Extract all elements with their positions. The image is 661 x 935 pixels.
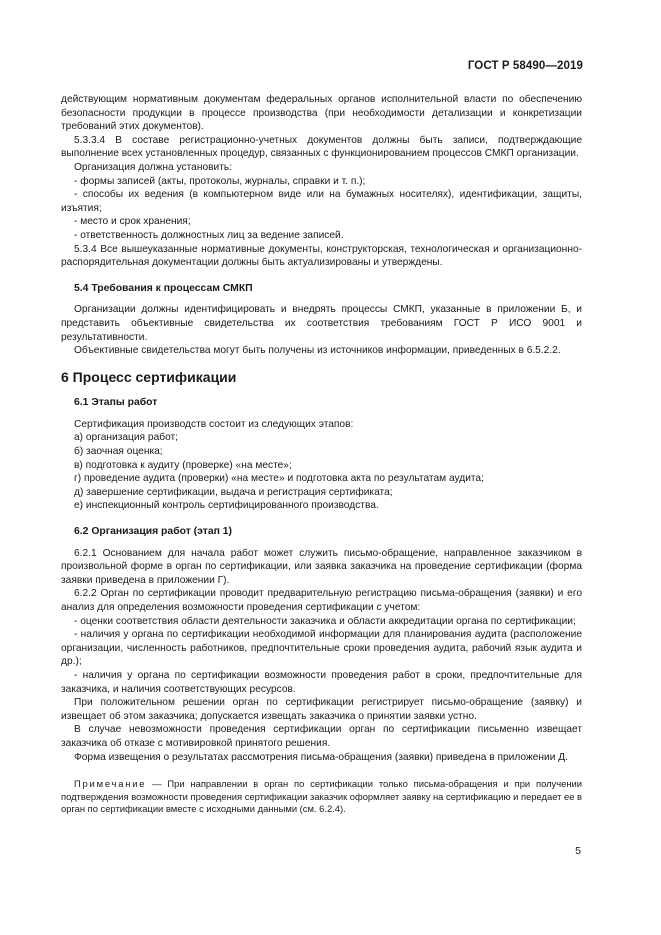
paragraph: 6.2.2 Орган по сертификации проводит предварительную регистрацию письма-обращения (заявки) и его анализ для определения возможности проведения сертификации с учетом: — [61, 588, 582, 613]
paragraph: При положительном решении орган по сертификации регистрирует письмо-обращение (заявку) и извещает об этом заказчика; допускается извещать заказчика о принятии заявки устно. — [61, 697, 582, 722]
subsection-heading: 6.1 Этапы работ — [74, 397, 158, 409]
section-heading: 6 Процесс сертификации — [61, 368, 237, 385]
list-item: в) подготовка к аудиту (проверке) «на месте»; — [74, 459, 292, 471]
page-content — [61, 93, 582, 816]
paragraph: 5.3.4 Все вышеуказанные нормативные документы, конструкторская, технологическая и организационно-распорядительная документации должны быть актуализированы и утверждены. — [61, 243, 582, 269]
list-item: г) проведение аудита (проверки) «на месте» и подготовка акта по результатам аудита; — [74, 473, 484, 485]
paragraph: Форма извещения о результатах рассмотрения письма-обращения (заявки) приведена в приложении Д. — [74, 751, 568, 763]
paragraph: - наличия у органа по сертификации необходимой информации для планирования аудита (расположение организации, численность работников, предпочтительные сроки проведения аудита, рабочий язык аудита и др.); — [61, 629, 582, 668]
document-header: ГОСТ Р 58490—2019 — [467, 60, 583, 72]
subsection-heading: 5.4 Требования к процессам СМКП — [74, 282, 253, 294]
paragraph: - способы их ведения (в компьютерном виде или на бумажных носителях), идентификации, защиты, изъятия; — [61, 189, 582, 214]
note-text: — При направлении в орган по сертификации только письма-обращения и при получении подтверждения возможности проведения сертификации заказчик оформляет заявку на сертификацию и передает ее в орган по сертификации вместе с исходными данными (см. 6.2.4). — [61, 778, 583, 815]
list-item: е) инспекционный контроль сертифицированного производства. — [74, 500, 379, 512]
paragraph: Организации должны идентифицировать и внедрять процессы СМКП, указанные в приложении Б, и представить объективные свидетельства их соответствия требованиям ГОСТ Р ИСО 9001 и результативности. — [61, 304, 582, 343]
paragraph: - наличия у органа по сертификации возможности проведения работ в сроки, предпочтительные для заказчика, и наличия соответствующих ресурсов. — [61, 669, 582, 695]
paragraph: - формы записей (акты, протоколы, журналы, справки и т. п.); — [74, 175, 366, 187]
page-number: 5 — [575, 845, 581, 857]
paragraph: Объективные свидетельства могут быть получены из источников информации, приведенных в 6.5.2.2. — [74, 345, 561, 357]
subsection-heading: 6.2 Организация работ (этап 1) — [74, 526, 233, 538]
list-item: а) организация работ; — [74, 432, 179, 444]
paragraph: - оценки соответствия области деятельности заказчика и области аккредитации органа по сертификации; — [74, 615, 576, 627]
list-item: б) заочная оценка; — [74, 446, 163, 458]
paragraph: - ответственность должностных лиц за ведение записей. — [74, 229, 344, 241]
paragraph: 5.3.3.4 В составе регистрационно-учетных документов должны быть записи, подтверждающие выполнение всех установленных процедур, связанных с функционированием процессов СМКП организации. — [61, 134, 582, 160]
paragraph: - место и срок хранения; — [74, 216, 191, 228]
paragraph: Организация должна установить: — [74, 161, 233, 173]
note-block — [61, 778, 582, 816]
paragraph: 6.2.1 Основанием для начала работ может служить письмо-обращение, направленное заказчиком в произвольной форме в орган по сертификации, или заявка заказчика на проведение сертификации (форма заявки приведена в приложении Г). — [61, 547, 582, 586]
paragraph: В случае невозможности проведения сертификации орган по сертификации письменно извещает заказчика об отказе с мотивировкой принятого решения. — [61, 724, 582, 749]
paragraph: Сертификация производств состоит из следующих этапов: — [74, 418, 354, 430]
paragraph: действующим нормативным документам федеральных органов исполнительной власти по обеспечению безопасности продукции в процессе производства (при необходимости детализации и конкретизации требований этих документов). — [61, 94, 582, 133]
note-label: Примечание — [74, 778, 147, 790]
list-item: д) завершение сертификации, выдача и регистрация сертификата; — [74, 486, 393, 498]
